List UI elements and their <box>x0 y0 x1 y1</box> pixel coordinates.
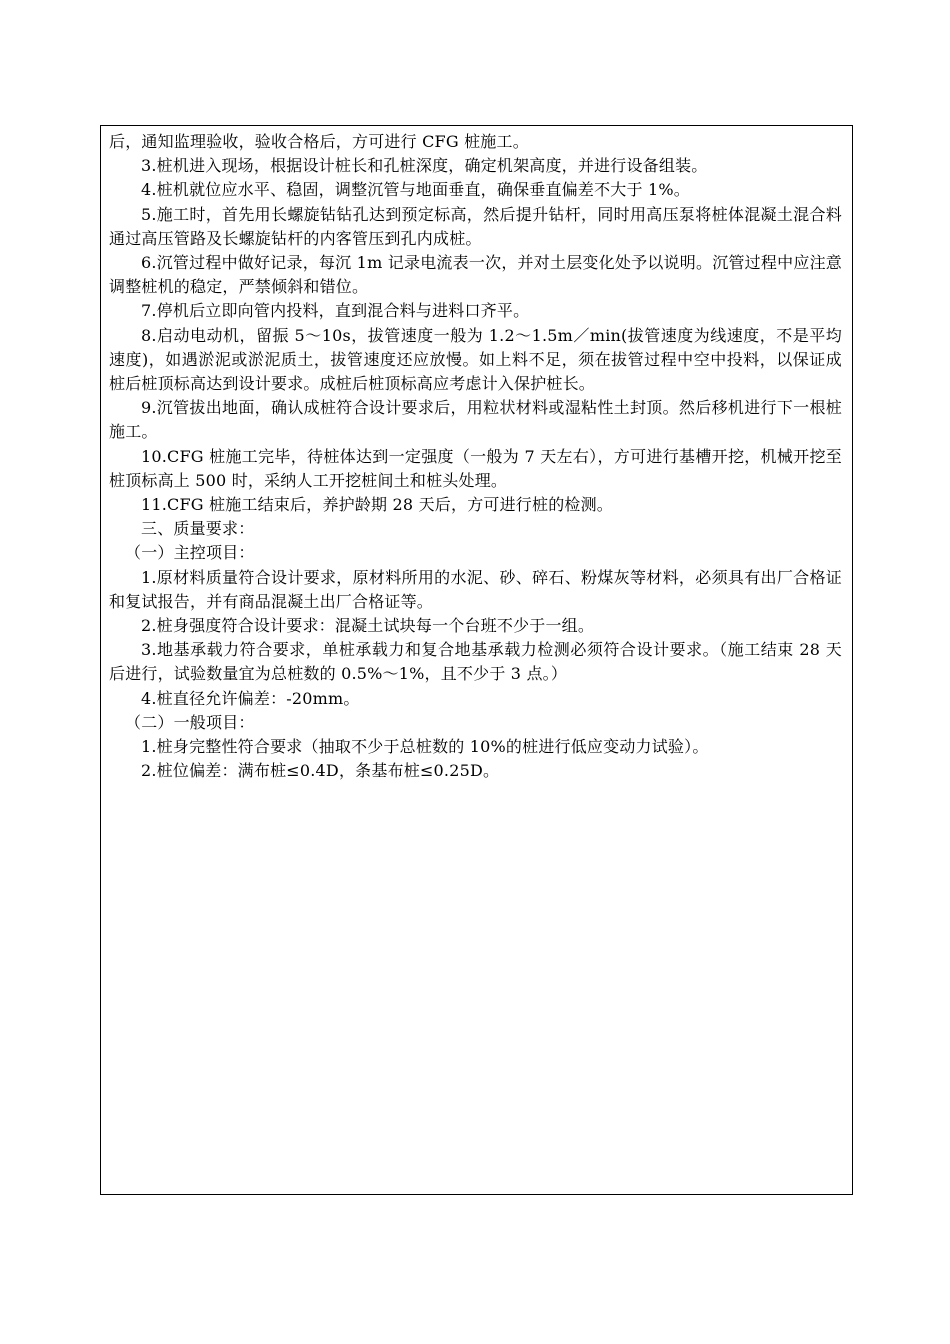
paragraph: 5.施工时，首先用长螺旋钻钻孔达到预定标高，然后提升钻杆，同时用高压泵将桩体混凝土混合料通过高压管路及长螺旋钻杆的内客管压到孔内成桩。 <box>109 204 842 248</box>
paragraph: 4.桩机就位应水平、稳固，调整沉管与地面垂直，确保垂直偏差不大于 1%。 <box>141 180 690 200</box>
subsection-heading: （一）主控项目： <box>125 543 255 563</box>
paragraph: 4.桩直径允许偏差：-20mm。 <box>141 688 360 708</box>
subsection-heading: （二）一般项目： <box>125 712 255 732</box>
paragraph: 1.原材料质量符合设计要求，原材料所用的水泥、砂、碎石、粉煤灰等材料，必须具有出厂合格证和复试报告，并有商品混凝土出厂合格证等。 <box>109 567 842 611</box>
section-heading: 三、质量要求： <box>141 519 255 539</box>
paragraph: 后，通知监理验收，验收合格后，方可进行 CFG 桩施工。 <box>109 132 529 151</box>
paragraph: 7.停机后立即向管内投料，直到混合料与进料口齐平。 <box>141 301 530 321</box>
paragraph: 2.桩身强度符合设计要求：混凝土试块每一个台班不少于一组。 <box>141 616 595 636</box>
paragraph: 10.CFG 桩施工完毕，待桩体达到一定强度（一般为 7 天左右），方可进行基槽开挖，机械开挖至桩顶标高上 500 时，采纳人工开挖桩间土和桩头处理。 <box>109 446 842 490</box>
paragraph: 11.CFG 桩施工结束后，养护龄期 28 天后，方可进行桩的检测。 <box>141 495 613 515</box>
paragraph: 8.启动电动机，留振 5～10s，拔管速度一般为 1.2～1.5m／min(拔管速度为线速度，不是平均速度)，如遇淤泥或淤泥质土，拔管速度还应放慢。如上料不足，须在拔管过程中空中投料，以保证成桩后桩顶标高达到设计要求。成桩后桩顶标高应考虑计入保护桩长。 <box>109 325 842 394</box>
paragraph: 3.地基承载力符合要求，单桩承载力和复合地基承载力检测必须符合设计要求。（施工结束 28 天后进行，试验数量宜为总桩数的 0.5%～1%，且不少于 3 点。） <box>109 640 842 684</box>
paragraph: 6.沉管过程中做好记录，每沉 1m 记录电流表一次，并对土层变化处予以说明。沉管过程中应注意调整桩机的稳定，严禁倾斜和错位。 <box>109 253 842 297</box>
paragraph: 1.桩身完整性符合要求（抽取不少于总桩数的 10%的桩进行低应变动力试验）。 <box>141 737 709 757</box>
paragraph: 2.桩位偏差：满布桩≤0.4D，条基布桩≤0.25D。 <box>141 761 500 781</box>
document-table-cell <box>100 125 853 1195</box>
paragraph: 9.沉管拔出地面，确认成桩符合设计要求后，用粒状材料或湿粘性土封顶。然后移机进行下一根桩施工。 <box>109 398 842 442</box>
paragraph: 3.桩机进入现场，根据设计桩长和孔桩深度，确定机架高度，并进行设备组装。 <box>141 156 708 176</box>
